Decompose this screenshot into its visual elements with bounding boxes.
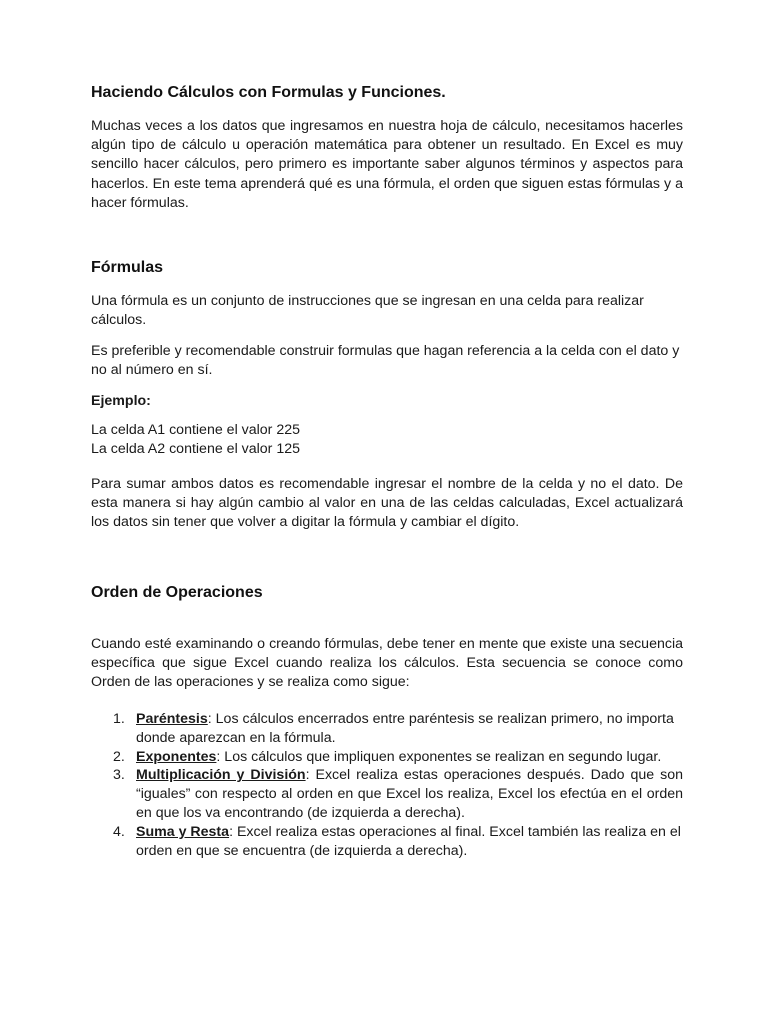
list-item-number: 2. [113, 748, 125, 765]
section-heading-formulas: Fórmulas [91, 259, 164, 276]
orden-intro-paragraph: Cuando esté examinando o creando fórmulas, debe tener en mente que existe una secuencia específica que sigue Excel cuando realiza los cálculos. Esta secuencia se conoce como Orden de las operaciones y se realiza como sigue: [91, 636, 683, 691]
example-line-a2: La celda A2 contiene el valor 125 [91, 441, 301, 457]
example-line-a1: La celda A1 contiene el valor 225 [91, 422, 301, 438]
list-item-number: 3. [113, 767, 125, 784]
formulas-recommendation-paragraph: Es preferible y recomendable construir formulas que hagan referencia a la celda con el dato y no al número en sí. [91, 343, 680, 379]
section-heading-orden: Orden de Operaciones [91, 584, 263, 601]
list-item-text: : Excel realiza estas operaciones al final. Excel también las realiza en el orden en que se encuentra (de izquierda a derecha). [136, 823, 681, 859]
list-item-number: 4. [113, 823, 125, 840]
operations-order-list [91, 710, 683, 860]
list-item-term: Suma y Resta [136, 823, 230, 840]
list-item-term: Exponentes [136, 748, 217, 765]
list-item-text: : Los cálculos que impliquen exponentes se realizan en segundo lugar. [216, 748, 662, 765]
list-item-term: Multiplicación y División [136, 767, 306, 784]
list-item-term: Paréntesis [136, 711, 208, 727]
list-item [91, 748, 683, 767]
list-item-number: 1. [113, 711, 125, 727]
list-item-text: : Los cálculos encerrados entre paréntesis se realizan primero, no importa donde aparezcan en la fórmula. [136, 711, 674, 746]
page-title: Haciendo Cálculos con Formulas y Funciones. [91, 84, 446, 101]
formulas-explanation-paragraph: Para sumar ambos datos es recomendable ingresar el nombre de la celda y no el dato. De esta manera si hay algún cambio al valor en una de las celdas calculadas, Excel actualizará los datos sin tener que volver a digitar la fórmula y cambiar el dígito. [91, 476, 683, 531]
list-item [91, 766, 683, 822]
example-label: Ejemplo: [91, 393, 151, 409]
list-item [91, 710, 683, 748]
list-item [91, 823, 683, 861]
list-item-text: : Excel realiza estas operaciones después. Dado que son “iguales” con respecto al orden en que Excel los realiza, Excel los efectúa en el orden en que los va encontrando (de izquierda a derecha). [136, 767, 683, 821]
formulas-definition-paragraph: Una fórmula es un conjunto de instrucciones que se ingresan en una celda para realizar cálculos. [91, 293, 644, 329]
intro-paragraph: Muchas veces a los datos que ingresamos en nuestra hoja de cálculo, necesitamos hacerles algún tipo de cálculo u operación matemática para obtener un resultado. En Excel es muy sencillo hacer cálculos, pero primero es importante saber algunos términos y aspectos para hacerlos. En este tema aprenderá qué es una fórmula, el orden que siguen estas fórmulas y a hacer fórmulas. [91, 118, 683, 211]
